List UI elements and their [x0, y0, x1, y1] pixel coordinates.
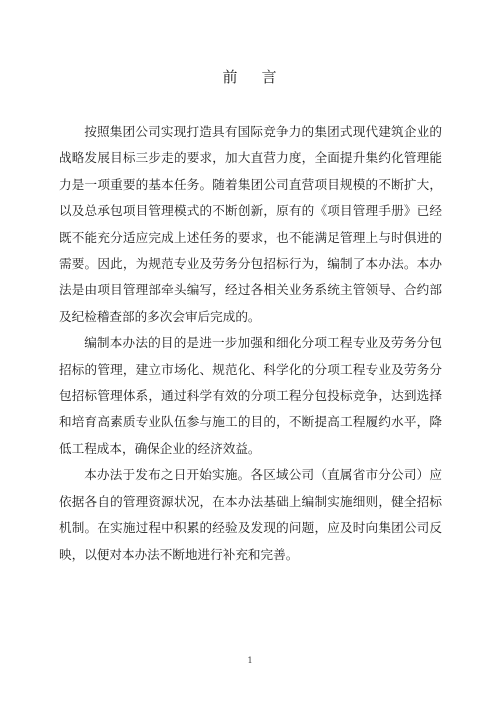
preface-title: 前 言 [222, 68, 278, 86]
paragraph-1: 按照集团公司实现打造具有国际竞争力的集团式现代建筑企业的战略发展目标三步走的要求，加大直营力度，全面提升集约化管理能力是一项重要的基本任务。随着集团公司直营项目规模的不断扩大，以及总承包项目管理模式的不断创新，原有的《项目管理手册》已经既不能充分适应完成上述任务的要求，也不能满足管理上与时俱进的需要。因此，为规范专业及劳务分包招标行为，编制了本办法。本办法是由项目管理部牵头编写，经过各相关业务系统主管领导、合约部及纪检稽查部的多次会审后完成的。 [59, 124, 442, 324]
paragraph-2: 编制本办法的目的是进一步加强和细化分项工程专业及劳务分包招标的管理，建立市场化、规范化、科学化的分项工程专业及劳务分包招标管理体系，通过科学有效的分项工程分包投标竞争，达到选择和培育高素质专业队伍参与施工的目的，不断提高工程履约水平，降低工程成本，确保企业的经济效益。 [59, 335, 442, 456]
preface-body [59, 119, 442, 568]
page-number: 1 [247, 656, 253, 665]
paragraph-3: 本办法于发布之日开始实施。各区域公司（直属省市分公司）应依据各自的管理资源状况，在本办法基础上编制实施细则，健全招标机制。在实施过程中积累的经验及发现的问题，应及时向集团公司反映，以便对本办法不断地进行补充和完善。 [59, 467, 442, 562]
